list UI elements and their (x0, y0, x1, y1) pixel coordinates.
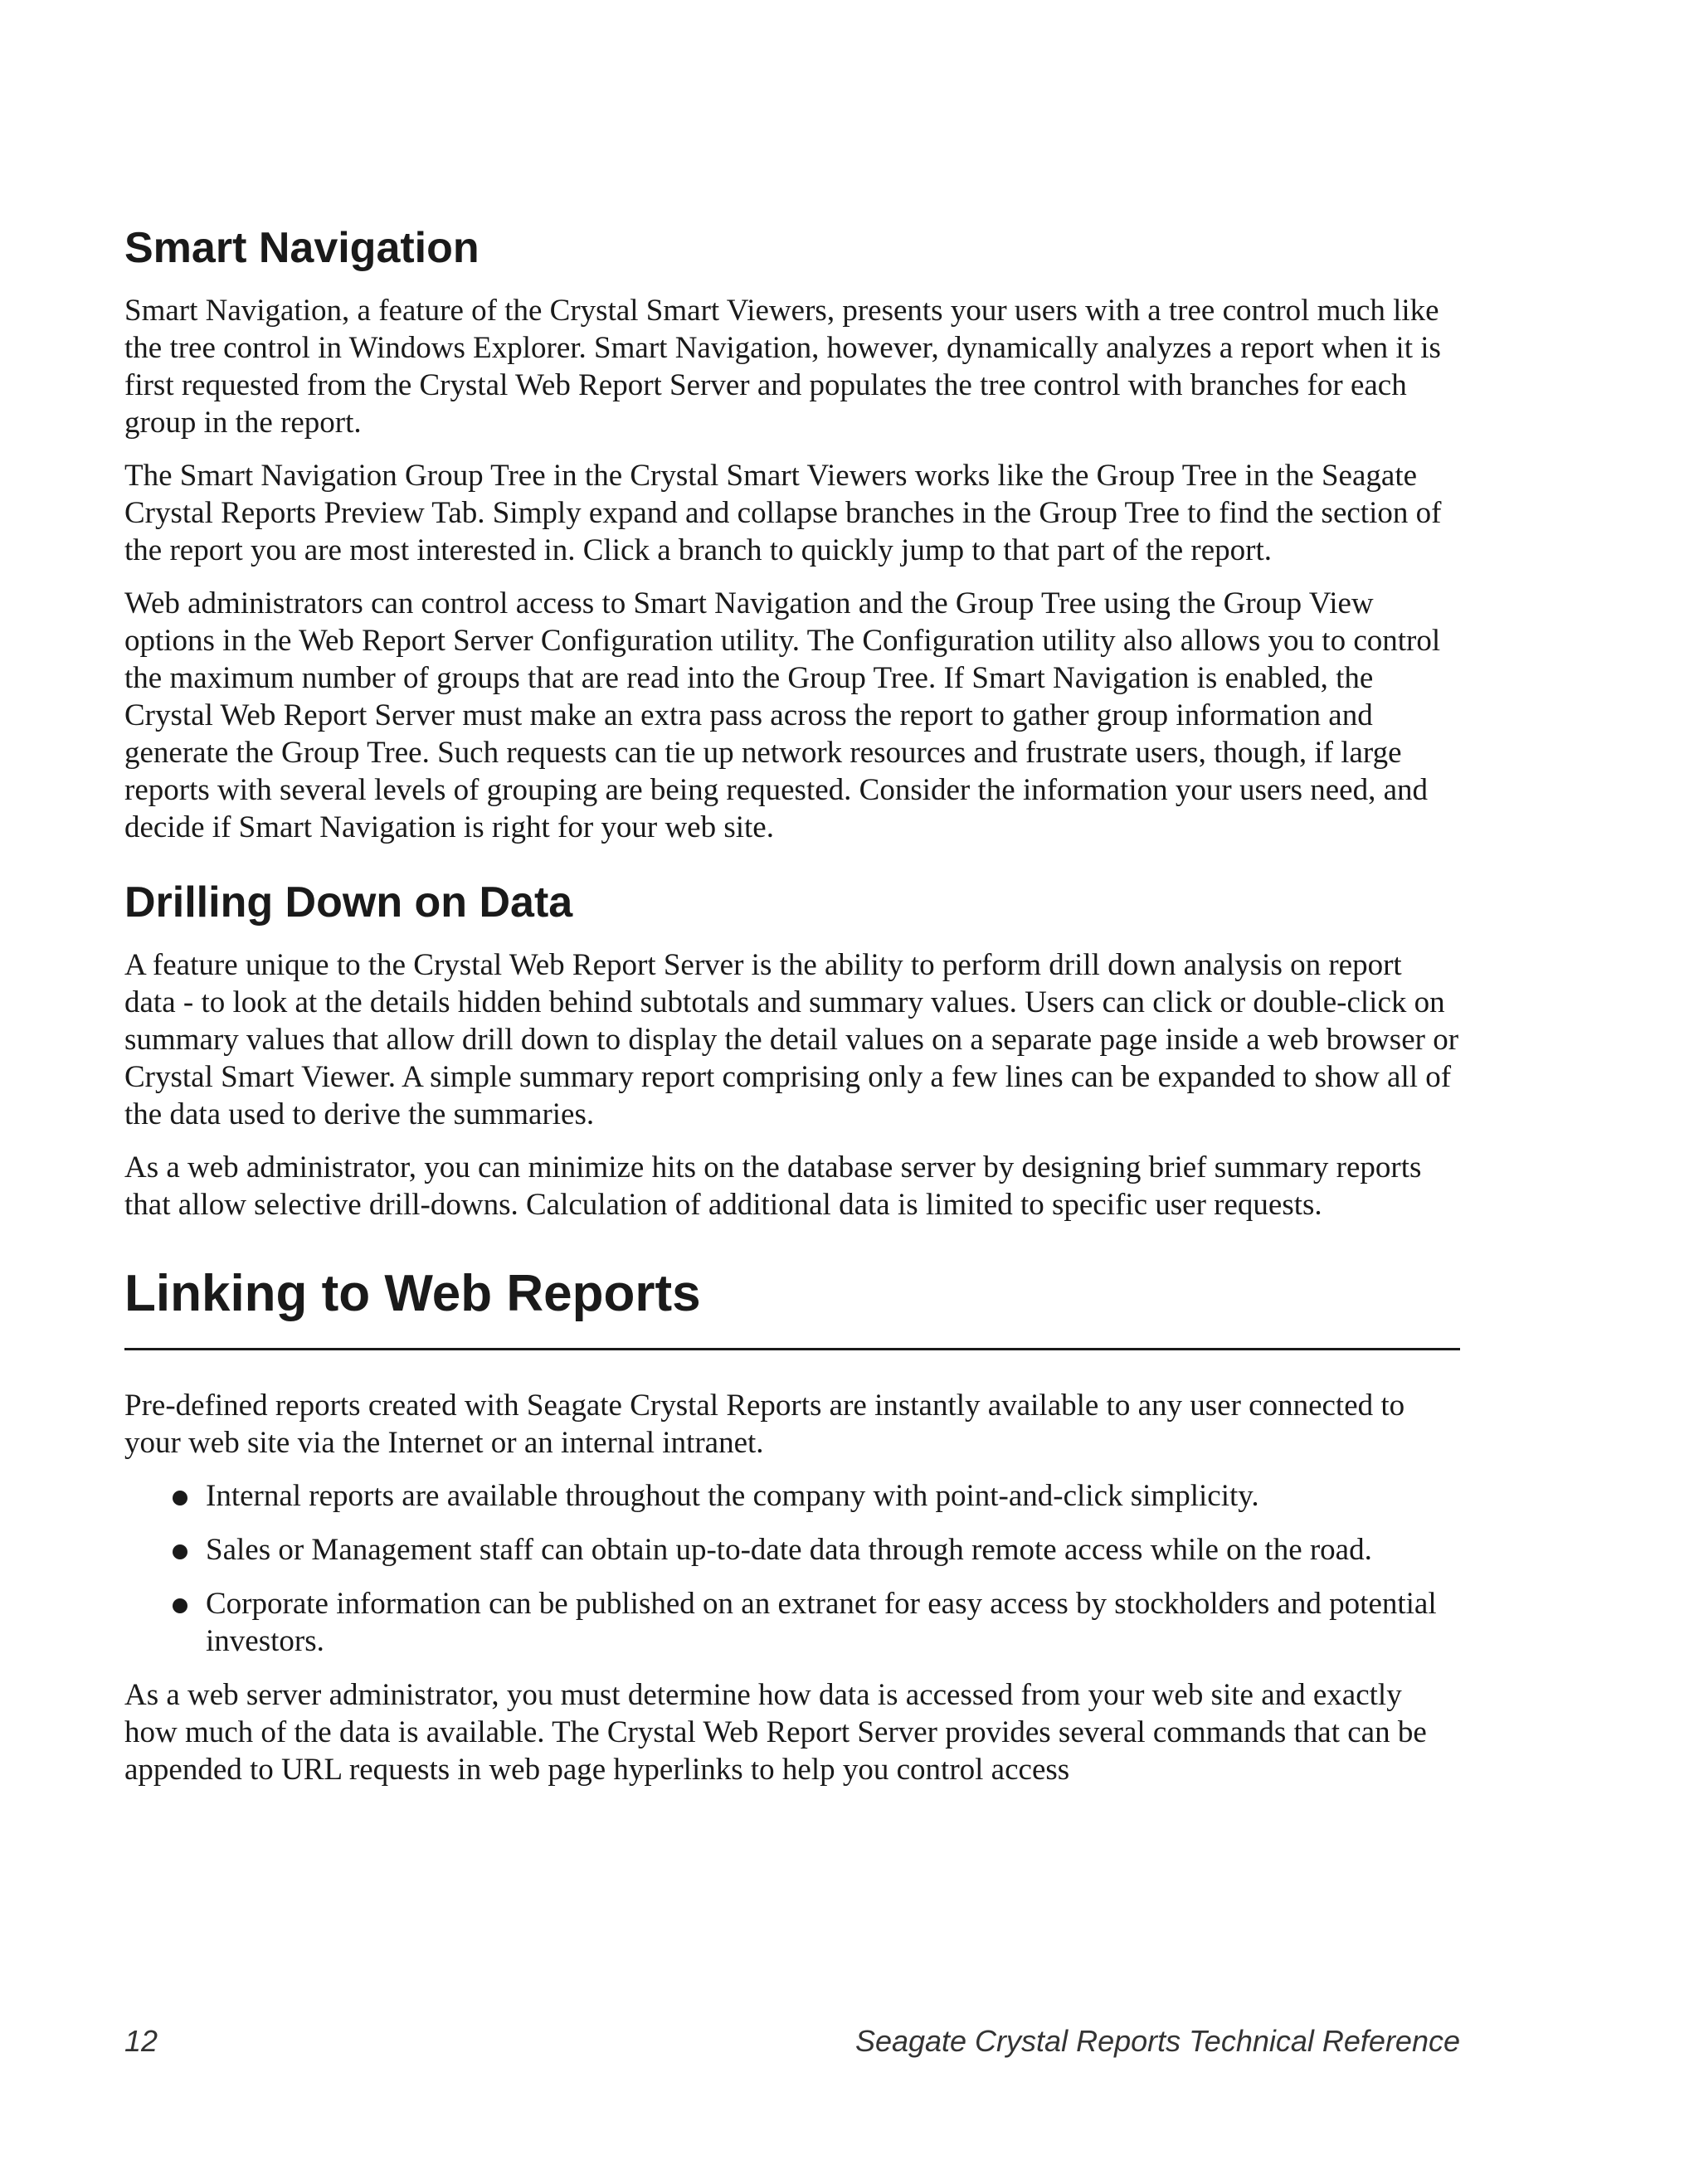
chapter-heading-linking: Linking to Web Reports (124, 1264, 701, 1322)
list-item-text: Sales or Management staff can obtain up-to-date data through remote access while on the road. (206, 1532, 1372, 1567)
paragraph: The Smart Navigation Group Tree in the Crystal Smart Viewers works like the Group Tree in the Seagate Crystal Reports Preview Tab. Simply expand and collapse branches in the Group Tree to find the section of the report you are most interested in. Click a branch to quickly jump to that part of the report. (124, 458, 1442, 567)
section-heading-smart-navigation: Smart Navigation (124, 224, 480, 272)
book-title: Seagate Crystal Reports Technical Reference (854, 2024, 1460, 2058)
paragraph: As a web administrator, you can minimize hits on the database server by designing brief summary reports that allow selective drill-downs. Calculation of additional data is limited to specific user requests. (124, 1150, 1422, 1222)
list-item (173, 1531, 1460, 1569)
paragraph: Pre-defined reports created with Seagate Crystal Reports are instantly available to any user connected to your web site via the Internet or an internal intranet. (124, 1388, 1405, 1460)
bullet-list (124, 1477, 1460, 1660)
paragraph: Smart Navigation, a feature of the Crystal Smart Viewers, presents your users with a tree control much like the tree control in Windows Explorer. Smart Navigation, however, dynamically analyzes a report when it is first requested from the Crystal Web Report Server and populates the tree control with branches for each group in the report. (124, 293, 1441, 440)
page-content (124, 224, 1460, 1804)
bullet-icon (173, 1491, 187, 1505)
bullet-icon (173, 1544, 187, 1559)
spacer (124, 1239, 1460, 1264)
page-number: 12 (124, 2024, 158, 2058)
spacer (124, 862, 1460, 878)
bullet-icon (173, 1598, 187, 1613)
paragraph: As a web server administrator, you must determine how data is accessed from your web site and exactly how much of the data is available. The Crystal Web Report Server provides several commands that can be appended to URL requests in web page hyperlinks to help you control access (124, 1677, 1427, 1787)
paragraph: A feature unique to the Crystal Web Report Server is the ability to perform drill down analysis on report data - to look at the details hidden behind subtotals and summary values. Users can click or double-click on summary values that allow drill down to display the detail values on a separate page inside a web browser or Crystal Smart Viewer. A simple summary report comprising only a few lines can be expanded to show all of the data used to derive the summaries. (124, 947, 1459, 1131)
list-item-text: Internal reports are available throughout the company with point-and-click simplicity. (206, 1478, 1259, 1513)
paragraph: Web administrators can control access to Smart Navigation and the Group Tree using the Group View options in the Web Report Server Configuration utility. The Configuration utility also allows you to control the maximum number of groups that are read into the Group Tree. If Smart Navigation is enabled, the Crystal Web Report Server must make an extra pass across the report to gather group information and generate the Group Tree. Such requests can tie up network resources and frustrate users, though, if large reports with several levels of grouping are being requested. Consider the information your users need, and decide if Smart Navigation is right for your web site. (124, 586, 1441, 844)
heading-rule (124, 1348, 1460, 1350)
list-item-text: Corporate information can be published on an extranet for easy access by stockholders and potential investors. (206, 1586, 1437, 1658)
list-item (173, 1585, 1460, 1660)
section-heading-drilling-down: Drilling Down on Data (124, 878, 573, 927)
list-item (173, 1477, 1460, 1515)
